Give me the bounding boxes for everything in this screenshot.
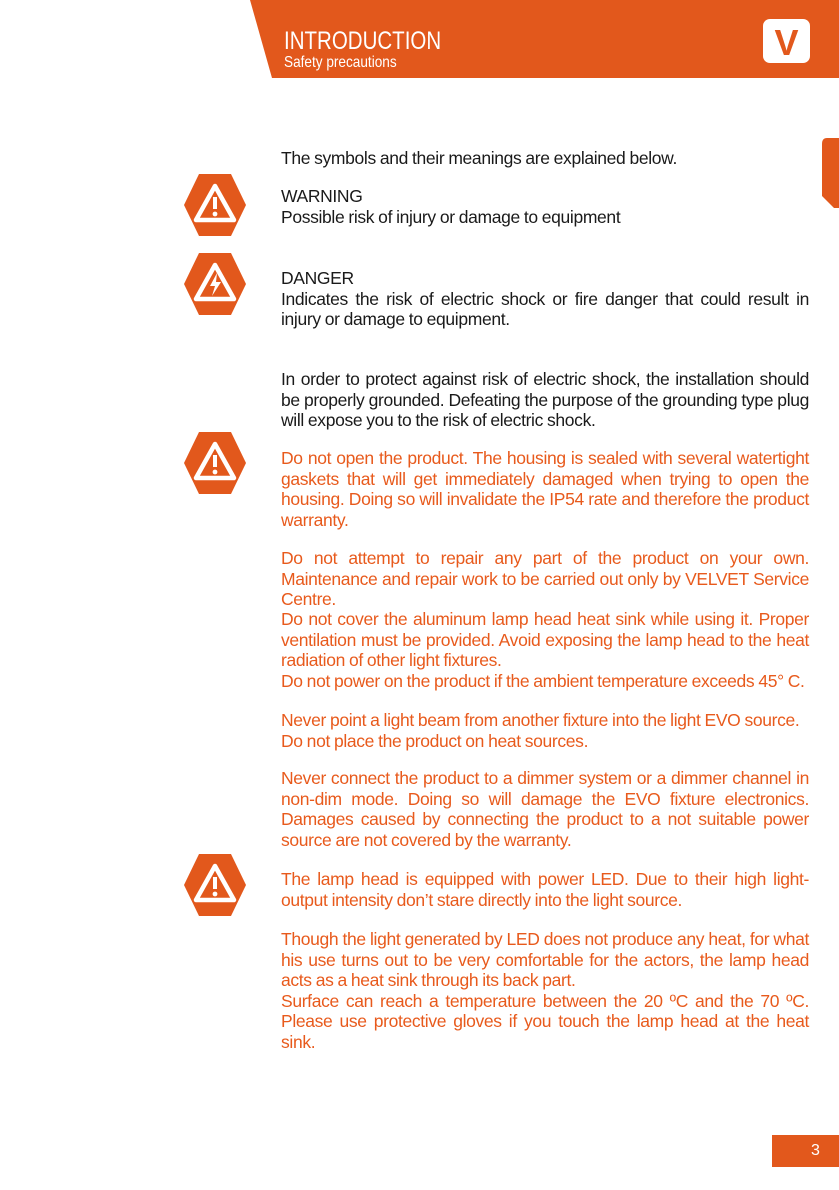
cover-heatsink-text: Do not cover the aluminum lamp head heat sink while using it. Proper ventilation must be provided. Avoid exposing the lamp head to the heat radiation of other light fixtures. [281,609,809,670]
danger-description: Indicates the risk of electric shock or fire danger that could result in injury or damage to equipment. [281,288,809,329]
heatsink-block [281,609,809,691]
dimmer-paragraph: Never connect the product to a dimmer system or a dimmer channel in non-dim mode. Doing so will damage the EVO fixture electronics. Damages caused by connecting the product to a not suitable power source are not covered by the warranty. [281,768,809,850]
intro-text: The symbols and their meanings are explained below. [281,148,677,168]
light-beam-text: Never point a light beam from another fixture into the light EVO source. [281,710,800,730]
heat-sink-block [281,929,809,1052]
ambient-temperature-text: Do not power on the product if the ambient temperature exceeds 45° C. [281,670,805,691]
page-number: 3 [811,1142,820,1159]
page-subtitle: Safety precautions [284,54,397,71]
warning-triangle-icon [183,172,247,238]
page-number-badge [772,1135,839,1167]
logo-letter: V [774,22,799,63]
warning-block [281,186,809,227]
heat-sink-back-text: Though the light generated by LED does not produce any heat, for what his use turns out to be very comfortable for the actors, the lamp head acts as a heat sink through its back part. [281,929,809,990]
repair-paragraph: Do not attempt to repair any part of the product on your own. Maintenance and repair work to be carried out only by VELVET Service Centre. [281,548,809,609]
light-beam-block [281,710,809,751]
side-tab-marker [822,138,839,208]
warning-triangle-icon [183,852,247,918]
warning-title: WARNING [281,186,363,206]
brand-logo [763,19,810,63]
surface-temperature-text: Surface can reach a temperature between the 20 ºC and the 70 ºC. Please use protective gloves if you touch the lamp head at the heat sink. [281,990,809,1052]
grounding-paragraph: In order to protect against risk of electric shock, the installation should be properly grounded. Defeating the purpose of the grounding type plug will expose you to the risk of electric shock. [281,369,809,430]
warning-triangle-icon [183,430,247,496]
danger-title: DANGER [281,268,354,288]
page-title: INTRODUCTION [284,27,442,55]
led-stare-paragraph: The lamp head is equipped with power LED. Due to their high light-output intensity don’t stare directly into the light source. [281,869,809,910]
warning-description: Possible risk of injury or damage to equipment [281,206,621,227]
heat-sources-text: Do not place the product on heat sources. [281,730,589,751]
electric-shock-icon [183,251,247,317]
open-product-paragraph: Do not open the product. The housing is sealed with several watertight gaskets that will get immediately damaged when trying to open the housing. Doing so will invalidate the IP54 rate and therefore the product warranty. [281,448,809,530]
danger-block [281,268,809,330]
